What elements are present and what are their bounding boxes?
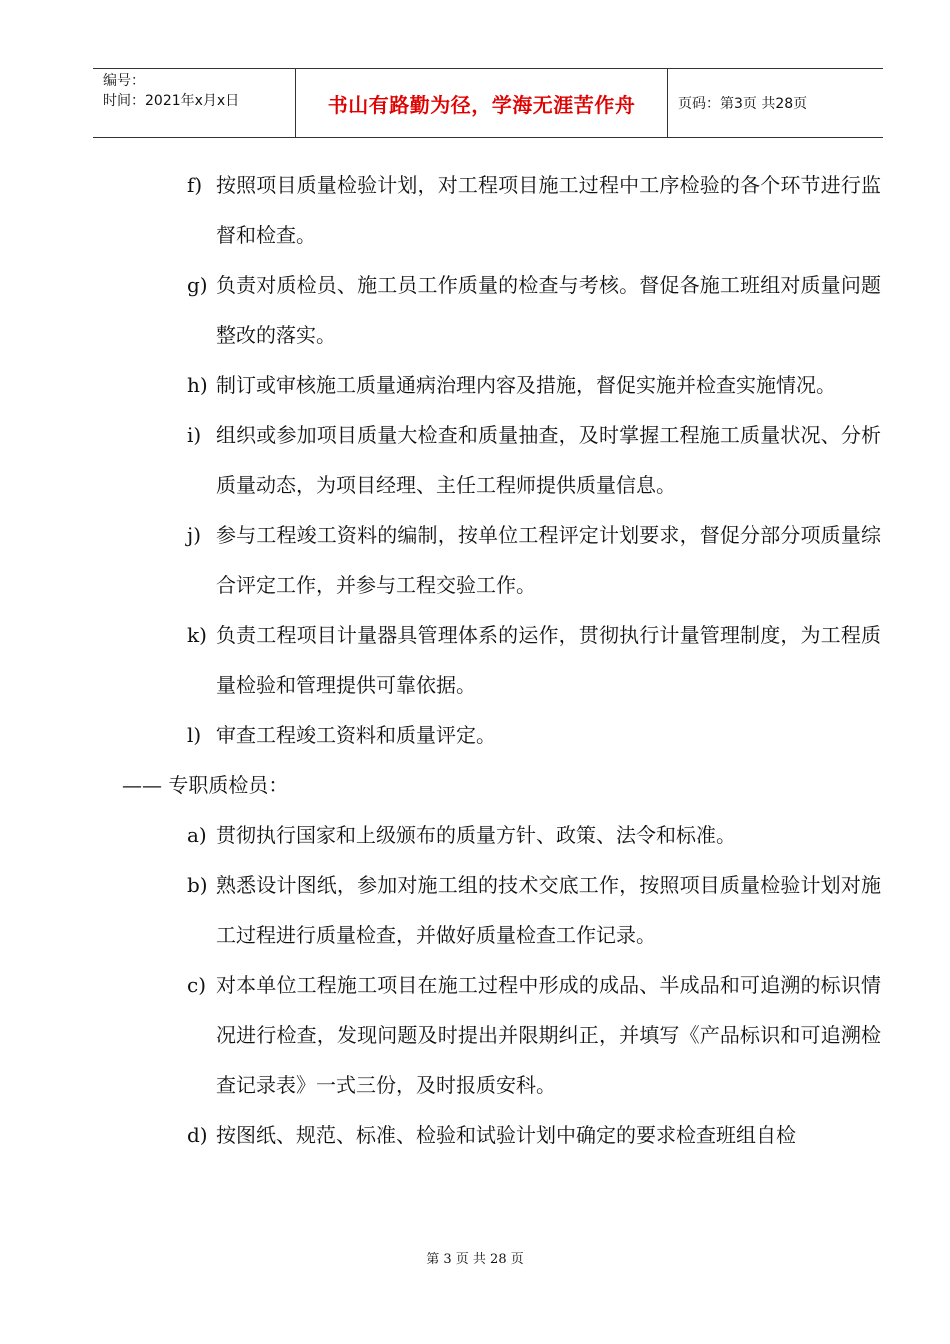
list-item-text: 审查工程竣工资料和质量评定。 — [216, 723, 496, 747]
list-item — [0, 710, 950, 760]
list-item — [0, 1110, 950, 1160]
document-date: 时间：2021年x月x日 — [103, 93, 240, 109]
header-page-info: 页码：第3页 共28页 — [678, 96, 808, 112]
list-item-text: 按图纸、规范、标准、检验和试验计划中确定的要求检查班组自检 — [216, 1123, 796, 1147]
list-item-text: 制订或审核施工质量通病治理内容及措施，督促实施并检查实施情况。 — [216, 373, 836, 397]
list-item — [0, 410, 950, 510]
list-item-text: 组织或参加项目质量大检查和质量抽查，及时掌握工程施工质量状况、分析质量动态，为项目经理、主任工程师提供质量信息。 — [216, 423, 881, 497]
list-item — [0, 360, 950, 410]
list-item — [0, 610, 950, 710]
list-marker: i) — [187, 423, 202, 447]
page-footer: 第 3 页 共 28 页 — [426, 1252, 524, 1267]
list-item — [0, 860, 950, 960]
list-marker: c) — [187, 973, 207, 997]
document-number-label: 编号： — [103, 73, 145, 89]
list-marker: k) — [187, 623, 207, 647]
list-marker: f) — [187, 173, 203, 197]
document-body — [0, 160, 950, 1160]
responsibility-list-2 — [0, 810, 950, 1160]
header-motto: 书山有路勤为径，学海无涯苦作舟 — [295, 69, 668, 137]
list-item-text: 贯彻执行国家和上级颁布的质量方针、政策、法令和标准。 — [216, 823, 736, 847]
list-marker: a) — [187, 823, 207, 847]
list-item — [0, 260, 950, 360]
responsibility-list-1 — [0, 160, 950, 760]
page-header — [93, 68, 883, 138]
list-item — [0, 510, 950, 610]
list-marker: d) — [187, 1123, 208, 1147]
list-item-text: 负责对质检员、施工员工作质量的检查与考核。督促各施工班组对质量问题整改的落实。 — [216, 273, 881, 347]
list-item-text: 参与工程竣工资料的编制，按单位工程评定计划要求，督促分部分项质量综合评定工作，并参与工程交验工作。 — [216, 523, 881, 597]
list-marker: j) — [187, 523, 202, 547]
list-item-text: 对本单位工程施工项目在施工过程中形成的成品、半成品和可追溯的标识情况进行检查，发现问题及时提出并限期纠正，并填写《产品标识和可追溯检查记录表》一式三份，及时报质安科。 — [216, 973, 881, 1097]
list-item — [0, 810, 950, 860]
section-heading: —— 专职质检员： — [122, 773, 289, 797]
list-item — [0, 960, 950, 1110]
list-marker: b) — [187, 873, 208, 897]
list-item-text: 按照项目质量检验计划，对工程项目施工过程中工序检验的各个环节进行监督和检查。 — [216, 173, 881, 247]
list-marker: l) — [187, 723, 202, 747]
list-item — [0, 160, 950, 260]
list-item-text: 熟悉设计图纸，参加对施工组的技术交底工作，按照项目质量检验计划对施工过程进行质量检查，并做好质量检查工作记录。 — [216, 873, 881, 947]
list-marker: g) — [187, 273, 208, 297]
list-item-text: 负责工程项目计量器具管理体系的运作，贯彻执行计量管理制度，为工程质量检验和管理提供可靠依据。 — [216, 623, 881, 697]
list-marker: h) — [187, 373, 208, 397]
header-meta — [93, 69, 295, 137]
